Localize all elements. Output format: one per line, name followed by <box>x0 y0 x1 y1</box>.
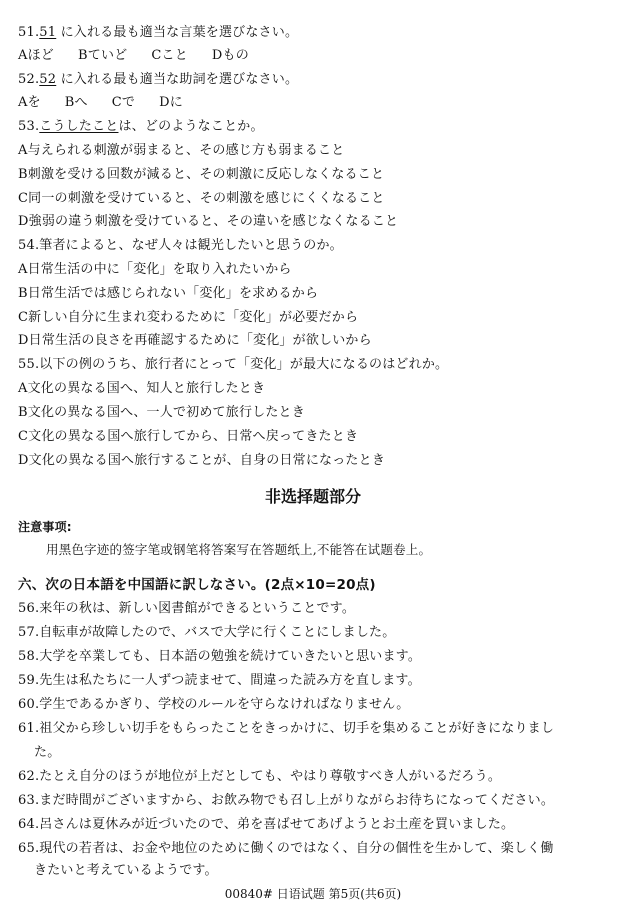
blank-51: 51 <box>39 25 57 40</box>
option-53-c: C同一の刺激を受けていると、その刺激を感じにくくなること <box>18 191 385 206</box>
option-53-a: A与えられる刺激が弱まると、その感じ方も弱まること <box>18 143 345 158</box>
question-number: 53. <box>18 119 40 134</box>
notice-heading: 注意事项: <box>18 520 72 534</box>
option-c: Cこと <box>151 48 188 63</box>
question-number: 51. <box>18 25 40 40</box>
item-65: 65.現代の若者は、お金や地位のために働くのではなく、自分の個性を生かして、楽しく働 <box>18 841 554 856</box>
item-62: 62.たとえ自分のほうが地位が上だとしても、やはり尊敬すべき人がいるだろう。 <box>18 769 502 784</box>
option-55-a: A文化の異なる国へ、知人と旅行したとき <box>18 381 266 396</box>
options-51 <box>18 47 608 65</box>
option-54-c: C新しい自分に生まれ変わるために「変化」が必要だから <box>18 310 359 325</box>
question-51 <box>18 24 608 42</box>
question-53 <box>18 118 608 136</box>
option-b: Bへ <box>64 95 88 110</box>
question-number: 52. <box>18 72 40 87</box>
option-55-d: D文化の異なる国へ旅行することが、自身の日常になったとき <box>18 453 386 468</box>
item-65-continued: きたいと考えているようです。 <box>34 863 218 878</box>
option-55-c: C文化の異なる国へ旅行してから、日常へ戻ってきたとき <box>18 429 359 444</box>
option-a: Aほど <box>18 48 54 63</box>
question-text: に入れる最も適当な助詞を選びなさい。 <box>60 72 299 87</box>
question-text: に入れる最も適当な言葉を選びなさい。 <box>60 25 299 40</box>
option-d: Dもの <box>211 48 249 63</box>
item-57: 57.自転車が故障したので、バスで大学に行くことにしました。 <box>18 625 396 640</box>
option-d: Dに <box>159 95 183 110</box>
part6-heading: 六、次の日本語を中国語に訳しなさい。(2点×10=20点) <box>18 577 376 593</box>
option-a: Aを <box>18 95 41 110</box>
question-55: 55.以下の例のうち、旅行者にとって「変化」が最大になるのはどれか。 <box>18 357 449 372</box>
option-54-a: A日常生活の中に「変化」を取り入れたいから <box>18 262 292 277</box>
item-59: 59.先生は私たちに一人ずつ読ませて、間違った読み方を直します。 <box>18 673 421 688</box>
option-53-d: D強弱の違う刺激を受けていると、その違いを感じなくなること <box>18 214 399 229</box>
option-55-b: B文化の異なる国へ、一人で初めて旅行したとき <box>18 405 305 420</box>
page-footer: 00840# 日语试题 第5页(共6页) <box>224 887 402 901</box>
item-64: 64.呂さんは夏休みが近づいたので、弟を喜ばせてあげようとお土産を買いました。 <box>18 817 515 832</box>
item-61-continued: た。 <box>34 745 61 760</box>
question-52 <box>18 71 608 89</box>
blank-52: 52 <box>39 72 57 87</box>
option-b: Bていど <box>78 48 128 63</box>
option-54-b: B日常生活では感じられない「変化」を求めるから <box>18 286 319 301</box>
question-54: 54.筆者によると、なぜ人々は観光したいと思うのか。 <box>18 238 343 253</box>
item-63: 63.まだ時間がございますから、お飲み物でも召し上がりながらお待ちになってください。 <box>18 793 555 808</box>
item-56: 56.来年の秋は、新しい図書館ができるということです。 <box>18 601 356 616</box>
options-52 <box>18 94 608 112</box>
option-53-b: B刺激を受ける回数が減ると、その刺激に反応しなくなること <box>18 167 385 182</box>
underlined-phrase: こうしたこと <box>39 119 119 134</box>
item-61: 61.祖父から珍しい切手をもらったことをきっかけに、切手を集めることが好きになりまし <box>18 721 555 736</box>
option-c: Cで <box>111 95 136 110</box>
notice-body: 用黑色字迹的签字笔或钢笔将答案写在答题纸上,不能答在试题卷上。 <box>46 542 432 557</box>
item-58: 58.大学を卒業しても、日本語の勉強を続けていきたいと思います。 <box>18 649 422 664</box>
question-text: は、どのようなことか。 <box>118 119 264 134</box>
section-title: 非选择题部分 <box>264 487 361 506</box>
item-60: 60.学生であるかぎり、学校のルールを守らなければなりません。 <box>18 697 410 712</box>
option-54-d: D日常生活の良さを再確認するために「変化」が欲しいから <box>18 333 372 348</box>
